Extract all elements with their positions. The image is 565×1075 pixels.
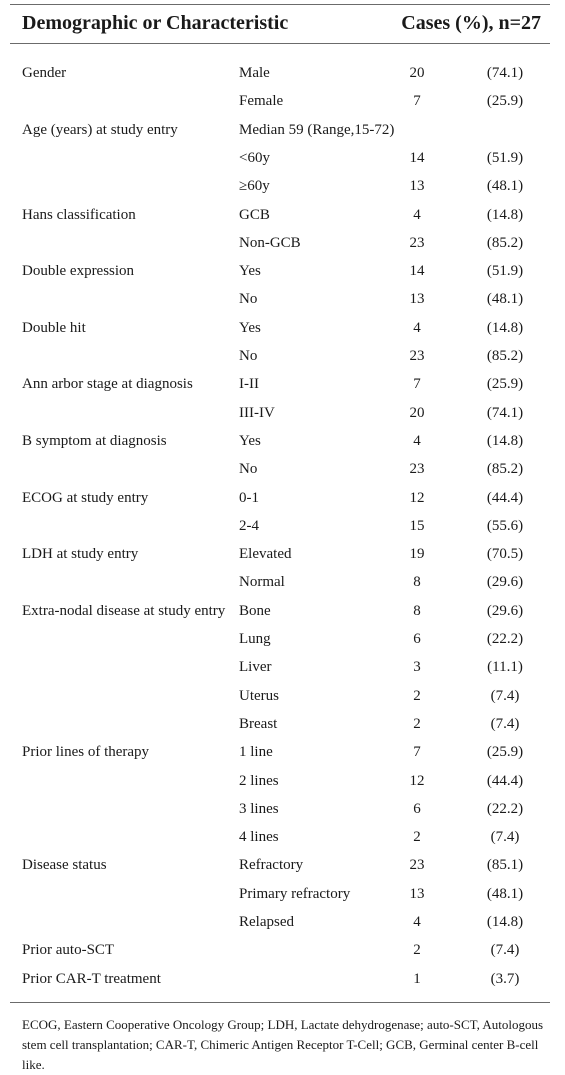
row-count: 13 [409,178,425,195]
row-characteristic: Gender [22,65,67,81]
table-row [0,146,565,170]
row-percent: (85.2) [486,234,524,251]
row-characteristic: Hans classification [22,206,136,223]
row-percent: (74.1) [486,404,524,421]
row-percent: (51.9) [486,149,524,166]
row-percent: (48.1) [486,178,524,195]
row-percent: (25.9) [486,744,524,761]
row-percent: (22.2) [486,631,524,647]
row-category: Elevated [239,546,292,563]
table-row [0,429,565,453]
row-category: Normal [239,574,285,591]
table-row [0,457,565,481]
row-characteristic: Prior auto-SCT [22,942,115,959]
row-category: Bone [239,602,271,619]
row-percent: (14.8) [486,206,524,223]
row-category: Lung [239,631,271,647]
row-count: 23 [409,857,425,874]
row-percent: (44.4) [486,772,524,789]
row-category: ≥60y [239,178,270,195]
row-count: 8 [413,574,421,591]
row-percent: (22.2) [486,800,524,817]
row-category: Yes [239,319,261,336]
table-row [0,316,565,340]
row-count: 13 [409,291,425,308]
row-category: No [239,348,258,364]
row-count: 2 [413,715,421,732]
row-category: 2 lines [239,772,279,789]
row-count: 8 [413,602,421,619]
row-category: Relapsed [239,914,294,930]
table-row [0,910,565,934]
row-count: 7 [413,376,421,393]
row-characteristic: Extra-nodal disease at study entry [22,602,226,619]
row-percent: (85.1) [486,857,524,874]
table-row [0,89,565,113]
row-characteristic: LDH at study entry [22,546,139,563]
column-header-characteristic: Demographic or Characteristic [22,12,289,34]
row-category: Primary refractory [239,885,351,902]
table-row [0,797,565,821]
row-percent: (25.9) [486,93,524,110]
table-footnote: ECOG, Eastern Cooperative Oncology Group; LDH, Lactate dehydrogenase; auto-SCT, Autologous stem cell transplantation; CAR-T, Chimeric Antigen Receptor T-Cell; GCB, Germinal center B-cell like. [22,1017,544,1072]
row-characteristic: B symptom at diagnosis [22,432,167,449]
row-percent: (3.7) [490,970,520,987]
row-count: 6 [413,631,421,647]
row-count: 1 [413,970,421,987]
row-count: 7 [413,744,421,761]
row-count: 20 [409,65,425,81]
row-characteristic: Ann arbor stage at diagnosis [22,376,193,393]
table-row [0,344,565,368]
table-row [0,259,565,283]
row-percent: (29.6) [486,602,524,619]
row-percent: (7.4) [490,715,520,732]
row-percent: (29.6) [486,574,524,591]
table-row [0,655,565,679]
table-row [0,486,565,510]
row-category: Refractory [239,857,304,874]
table-row [0,570,565,594]
row-category: 4 lines [239,829,279,846]
row-count: 4 [413,914,421,930]
table-row [0,231,565,255]
table-row [0,825,565,849]
table-row [0,769,565,793]
table-row [0,514,565,538]
row-category: Liver [239,659,272,676]
row-category: Male [239,65,270,81]
table-row [0,684,565,708]
row-percent: (7.4) [490,829,520,846]
row-category: Female [239,93,284,110]
row-count: 2 [413,829,421,846]
table-row [0,372,565,396]
row-category: Uterus [239,687,279,704]
table-row [0,203,565,227]
row-count: 14 [409,263,425,280]
row-percent: (7.4) [490,687,520,704]
table-row [0,61,565,85]
row-count: 13 [409,885,425,902]
row-category: GCB [239,206,270,223]
table-row [0,712,565,736]
row-count: 6 [413,800,421,817]
row-category: <60y [239,149,270,166]
table-row [0,118,565,142]
table-row [0,401,565,425]
row-count: 2 [413,687,421,704]
row-characteristic: Disease status [22,857,107,874]
table-row [0,287,565,311]
table-row [0,174,565,198]
row-percent: (51.9) [486,263,524,280]
row-characteristic: Prior CAR-T treatment [22,970,161,987]
row-category: 2-4 [239,517,259,534]
table-row [0,882,565,906]
column-header-cases: Cases (%), n=27 [401,12,541,34]
row-characteristic: Prior lines of therapy [22,744,150,761]
row-characteristic: ECOG at study entry [22,489,149,506]
row-percent: (7.4) [490,942,520,959]
row-percent: (25.9) [486,376,524,393]
row-count: 19 [409,546,425,563]
row-percent: (11.1) [487,659,523,676]
table-row [0,967,565,991]
row-percent: (14.8) [486,914,524,930]
row-count: 23 [409,461,425,478]
row-count: 23 [409,348,425,364]
bottom-rule [10,1002,550,1003]
row-characteristic: Age (years) at study entry [22,121,178,138]
row-count: 23 [409,234,425,251]
row-count: 4 [413,206,421,223]
row-percent: (74.1) [486,65,524,81]
row-count: 12 [409,772,425,789]
row-category: III-IV [239,404,275,421]
row-category: Median 59 (Range,15-72) [239,121,395,138]
row-count: 20 [409,404,425,421]
row-count: 4 [413,319,421,336]
row-percent: (48.1) [486,291,524,308]
top-rule [10,4,550,5]
row-percent: (48.1) [486,885,524,902]
row-count: 2 [413,942,421,959]
row-percent: (70.5) [486,546,524,563]
row-percent: (85.2) [486,461,524,478]
row-count: 3 [413,659,421,676]
row-characteristic: Double hit [22,319,86,336]
row-category: 3 lines [239,800,279,817]
row-count: 14 [409,149,425,166]
row-percent: (14.8) [486,319,524,336]
row-category: Non-GCB [239,234,301,251]
row-category: Breast [239,715,278,732]
table-row [0,938,565,962]
table-row [0,853,565,877]
row-category: I-II [239,376,259,393]
row-percent: (44.4) [486,489,524,506]
row-count: 7 [413,93,421,110]
row-count: 15 [409,517,425,534]
row-category: No [239,461,258,478]
row-category: 0-1 [239,489,259,506]
row-characteristic: Double expression [22,263,135,280]
row-count: 4 [413,432,421,449]
row-count: 12 [409,489,425,506]
row-category: Yes [239,432,261,449]
row-percent: (55.6) [486,517,524,534]
table-row [0,627,565,651]
table-row [0,740,565,764]
header-rule [10,43,550,44]
table-row [0,542,565,566]
table-row [0,599,565,623]
row-category: 1 line [239,744,273,761]
row-category: No [239,291,258,308]
row-category: Yes [239,263,261,280]
row-percent: (85.2) [486,348,524,364]
row-percent: (14.8) [486,432,524,449]
